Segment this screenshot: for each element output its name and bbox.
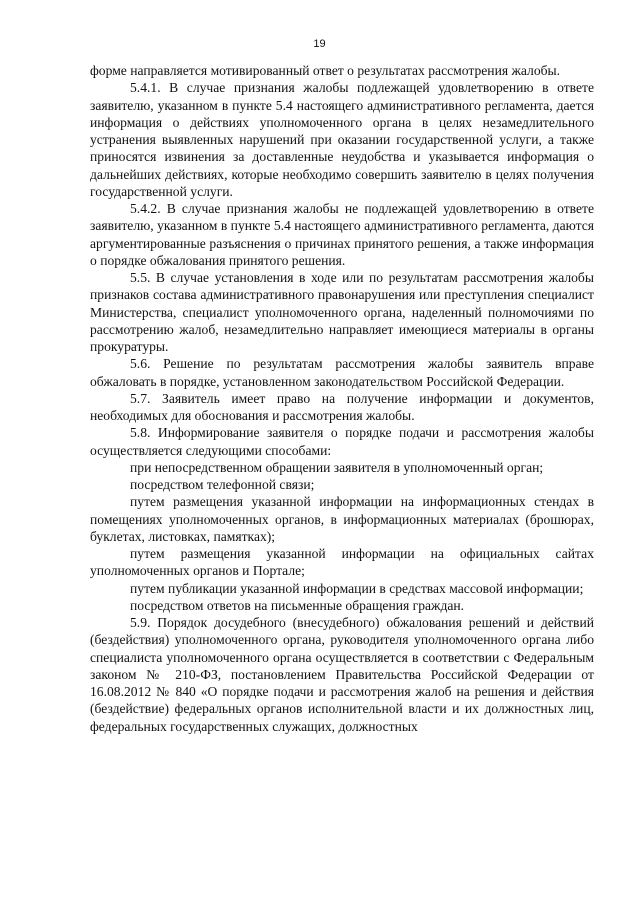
paragraph-5-4-1: 5.4.1. В случае признания жалобы подлежащей удовлетворению в ответе заявителю, указанном в пункте 5.4 настоящего административного регламента, дается информация о действиях уполномоченного органа в целях незамедлительного устранения выявленных нарушений при оказании государственной услуги, а также приносятся извинения за доставленные неудобства и указывается информация о дальнейших действиях, которые необходимо совершить заявителю в целях получения государственной услуги. xyxy=(90,80,594,199)
paragraph-5-4-2: 5.4.2. В случае признания жалобы не подлежащей удовлетворению в ответе заявителю, указанном в пункте 5.4 настоящего административного регламента, даются аргументированные разъяснения о причинах принятого решения, а также информация о порядке обжалования принятого решения. xyxy=(90,201,594,268)
list-item-media: путем публикации указанной информации в средствах массовой информации; xyxy=(130,580,584,596)
document-body xyxy=(90,62,594,735)
list-item-direct-appeal: при непосредственном обращении заявителя в уполномоченный орган; xyxy=(130,459,544,475)
paragraph-5-9: 5.9. Порядок досудебного (внесудебного) обжалования решений и действий (бездействия) уполномоченного органа, руководителя уполномоченного органа либо специалиста уполномоченного органа осуществляется в соответствии с Федеральным законом № 210-ФЗ, постановлением Правительства Российской Федерации от 16.08.2012 № 840 «О порядке подачи и рассмотрения жалоб на решения и действия (бездействие) федеральных органов исполнительной власти и их должностных лиц, федеральных государственных служащих, должностных xyxy=(90,615,594,734)
page-number: 19 xyxy=(313,38,326,50)
list-item-written-replies: посредством ответов на письменные обращения граждан. xyxy=(130,597,465,613)
paragraph-5-7: 5.7. Заявитель имеет право на получение информации и документов, необходимых для обоснования и рассмотрения жалобы. xyxy=(90,390,594,423)
paragraph-5-8: 5.8. Информирование заявителя о порядке подачи и рассмотрения жалобы осуществляется следующими способами: xyxy=(90,425,594,458)
paragraph-5-6: 5.6. Решение по результатам рассмотрения жалобы заявитель вправе обжаловать в порядке, установленном законодательством Российской Федерации. xyxy=(90,356,594,389)
list-item-phone: посредством телефонной связи; xyxy=(130,477,315,492)
paragraph-5-5: 5.5. В случае установления в ходе или по результатам рассмотрения жалобы признаков состава административного правонарушения или преступления специалист Министерства, специалист уполномоченного органа, наделенный полномочиями по рассмотрению жалоб, незамедлительно направляет имеющиеся материалы в органы прокуратуры. xyxy=(90,270,594,354)
paragraph-continuation: форме направляется мотивированный ответ о результатах рассмотрения жалобы. xyxy=(90,63,561,78)
list-item-stands: путем размещения указанной информации на информационных стендах в помещениях уполномоченных органов, в информационных материалах (брошюрах, буклетах, листовках, памятках); xyxy=(90,494,594,544)
list-item-websites: путем размещения указанной информации на официальных сайтах уполномоченных органов и Портале; xyxy=(90,546,594,579)
